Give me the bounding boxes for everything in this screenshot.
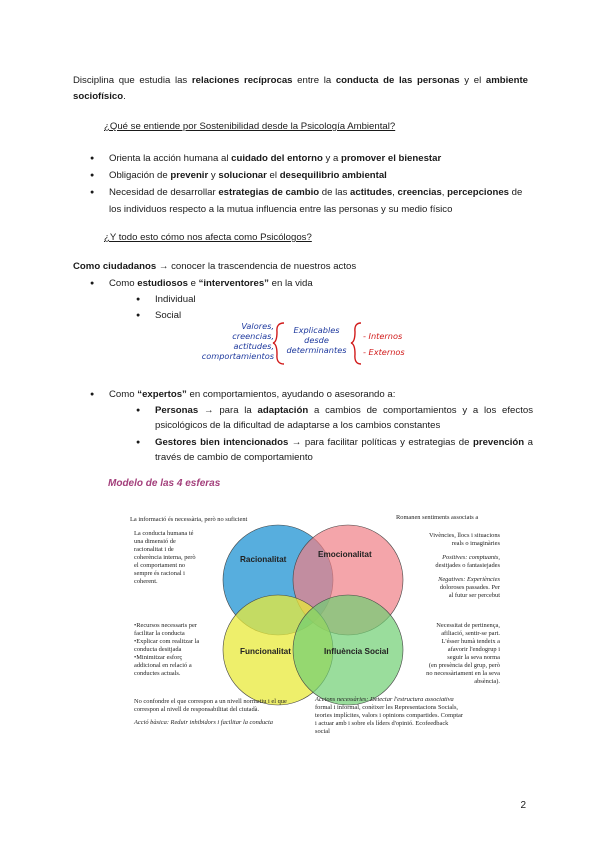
fig-ml: •Recursos necessaris per facilitar la conducta •Explicar com realitzar la conducta desitjada •Minimitzar esforç addicional en relació a conductes actuals. bbox=[134, 622, 200, 677]
intro-paragraph bbox=[73, 73, 528, 105]
intro-text: y el bbox=[459, 75, 486, 86]
sub-item-social: ● Social bbox=[119, 308, 533, 324]
sustainability-list bbox=[73, 151, 533, 219]
diagram-middle: Explicables desde determinantes bbox=[286, 325, 347, 355]
intro-text: Disciplina que estudia las bbox=[73, 75, 192, 86]
model-title: Modelo de las 4 esferas bbox=[108, 478, 221, 489]
question-heading-2: ¿Y todo esto cómo nos afecta como Psicólogos? bbox=[104, 232, 312, 243]
label-emocionalitat: Emocionalitat bbox=[318, 550, 372, 559]
diagram-left: Valores, creencias, actitudes, comportamientos bbox=[201, 321, 274, 361]
intro-text: . bbox=[123, 91, 126, 102]
experts-list bbox=[73, 387, 533, 467]
fig-tl-body: La conducta humana té una dimensió de racionalitat i de coherència interna, però el comportament no sempre és racional i coherent. bbox=[134, 530, 196, 585]
intro-bold: relaciones recíprocas bbox=[191, 75, 293, 86]
intro-bold: ambiente sociofísico bbox=[73, 75, 528, 102]
sub-item-individual: ● Individual bbox=[119, 292, 533, 308]
sub-item-gestores: ● Gestores bien intencionados → para facilitar políticas y estrategias de prevención a través de cambio de comportamiento bbox=[119, 435, 533, 466]
list-item: ● Obligación de prevenir y solucionar el desequilibrio ambiental bbox=[73, 168, 533, 184]
question-heading-1: ¿Qué se entiende por Sostenibilidad desde la Psicología Ambiental? bbox=[104, 121, 396, 132]
fig-tl-head: La informació és necessària, però no suficient bbox=[130, 516, 248, 523]
fig-tr-head: Romanen sentiments associats a bbox=[396, 514, 479, 521]
fig-tr-body: Vivències, llocs i situacions reals o imaginàries Positives: comptuants, desitjades o fantasiejades Negatives: Experiències doloroses passades. Per al futur ser percebut bbox=[429, 532, 500, 599]
sub-item-personas: ● Personas → para la adaptación a cambios de comportamientos y a los efectos psicológicos de la dificultad de adaptarse a los cambios constantes bbox=[119, 403, 533, 434]
fig-bl: No confondre el que correspon a un nivell normatiu i el que correspon al nivell de responsabilitat del ciutadà. Acció bàsica: Reduir inhibidors i facilitar la conducta bbox=[134, 698, 287, 726]
fig-br: Accions necessàries: Detectar l'estructura associativa formal i informal, conèixer les Representacions Socials, teories implícites, valors i opinions compartides. Comptar i actuar amb i sobre els líders d'opinió. Ecofeedback social bbox=[315, 696, 464, 735]
intro-bold: conducta de las personas bbox=[335, 75, 460, 86]
list-item: ● Como estudiosos e “interventores” en la vida ● Individual ● Social bbox=[73, 276, 533, 324]
citizens-line: Como ciudadanos → conocer la trascendencia de nuestros actos bbox=[73, 261, 357, 272]
label-funcionalitat: Funcionalitat bbox=[240, 647, 291, 656]
list-item: ● Como “expertos” en comportamientos, ayudando o asesorando a: ● Personas → para la adaptación a cambios de comportamientos y a los efectos psicológicos de la dificultad de adaptarse a los cambios constantes ● Gestores bien intencionados → para facilitar políticas y estrategias de prevención a través de cambio de comportamiento bbox=[73, 387, 533, 466]
label-influencia-social: Influència Social bbox=[324, 647, 389, 656]
list-item: ● Necesidad de desarrollar estrategias de cambio de las actitudes, creencias, percepciones de los individuos respecto a la mutua influencia entre las personas y su medio físico bbox=[73, 184, 533, 218]
four-spheres-figure bbox=[130, 510, 505, 740]
fig-mr: Necessitat de pertinença, afiliació, sentir-se part. L'ésser humà tendeix a afavorir l'endogrup i seguir la seva norma (en presència del grup, però no necessàriament en la seva absència). bbox=[426, 622, 500, 685]
page-number: 2 bbox=[520, 800, 526, 811]
intro-text: entre la bbox=[292, 75, 336, 86]
list-item: ● Orienta la acción humana al cuidado del entorno y a promover el bienestar bbox=[73, 151, 533, 167]
label-racionalitat: Racionalitat bbox=[240, 555, 287, 564]
diagram-right: - Internos - Externos bbox=[363, 331, 405, 357]
roles-list bbox=[73, 276, 533, 325]
